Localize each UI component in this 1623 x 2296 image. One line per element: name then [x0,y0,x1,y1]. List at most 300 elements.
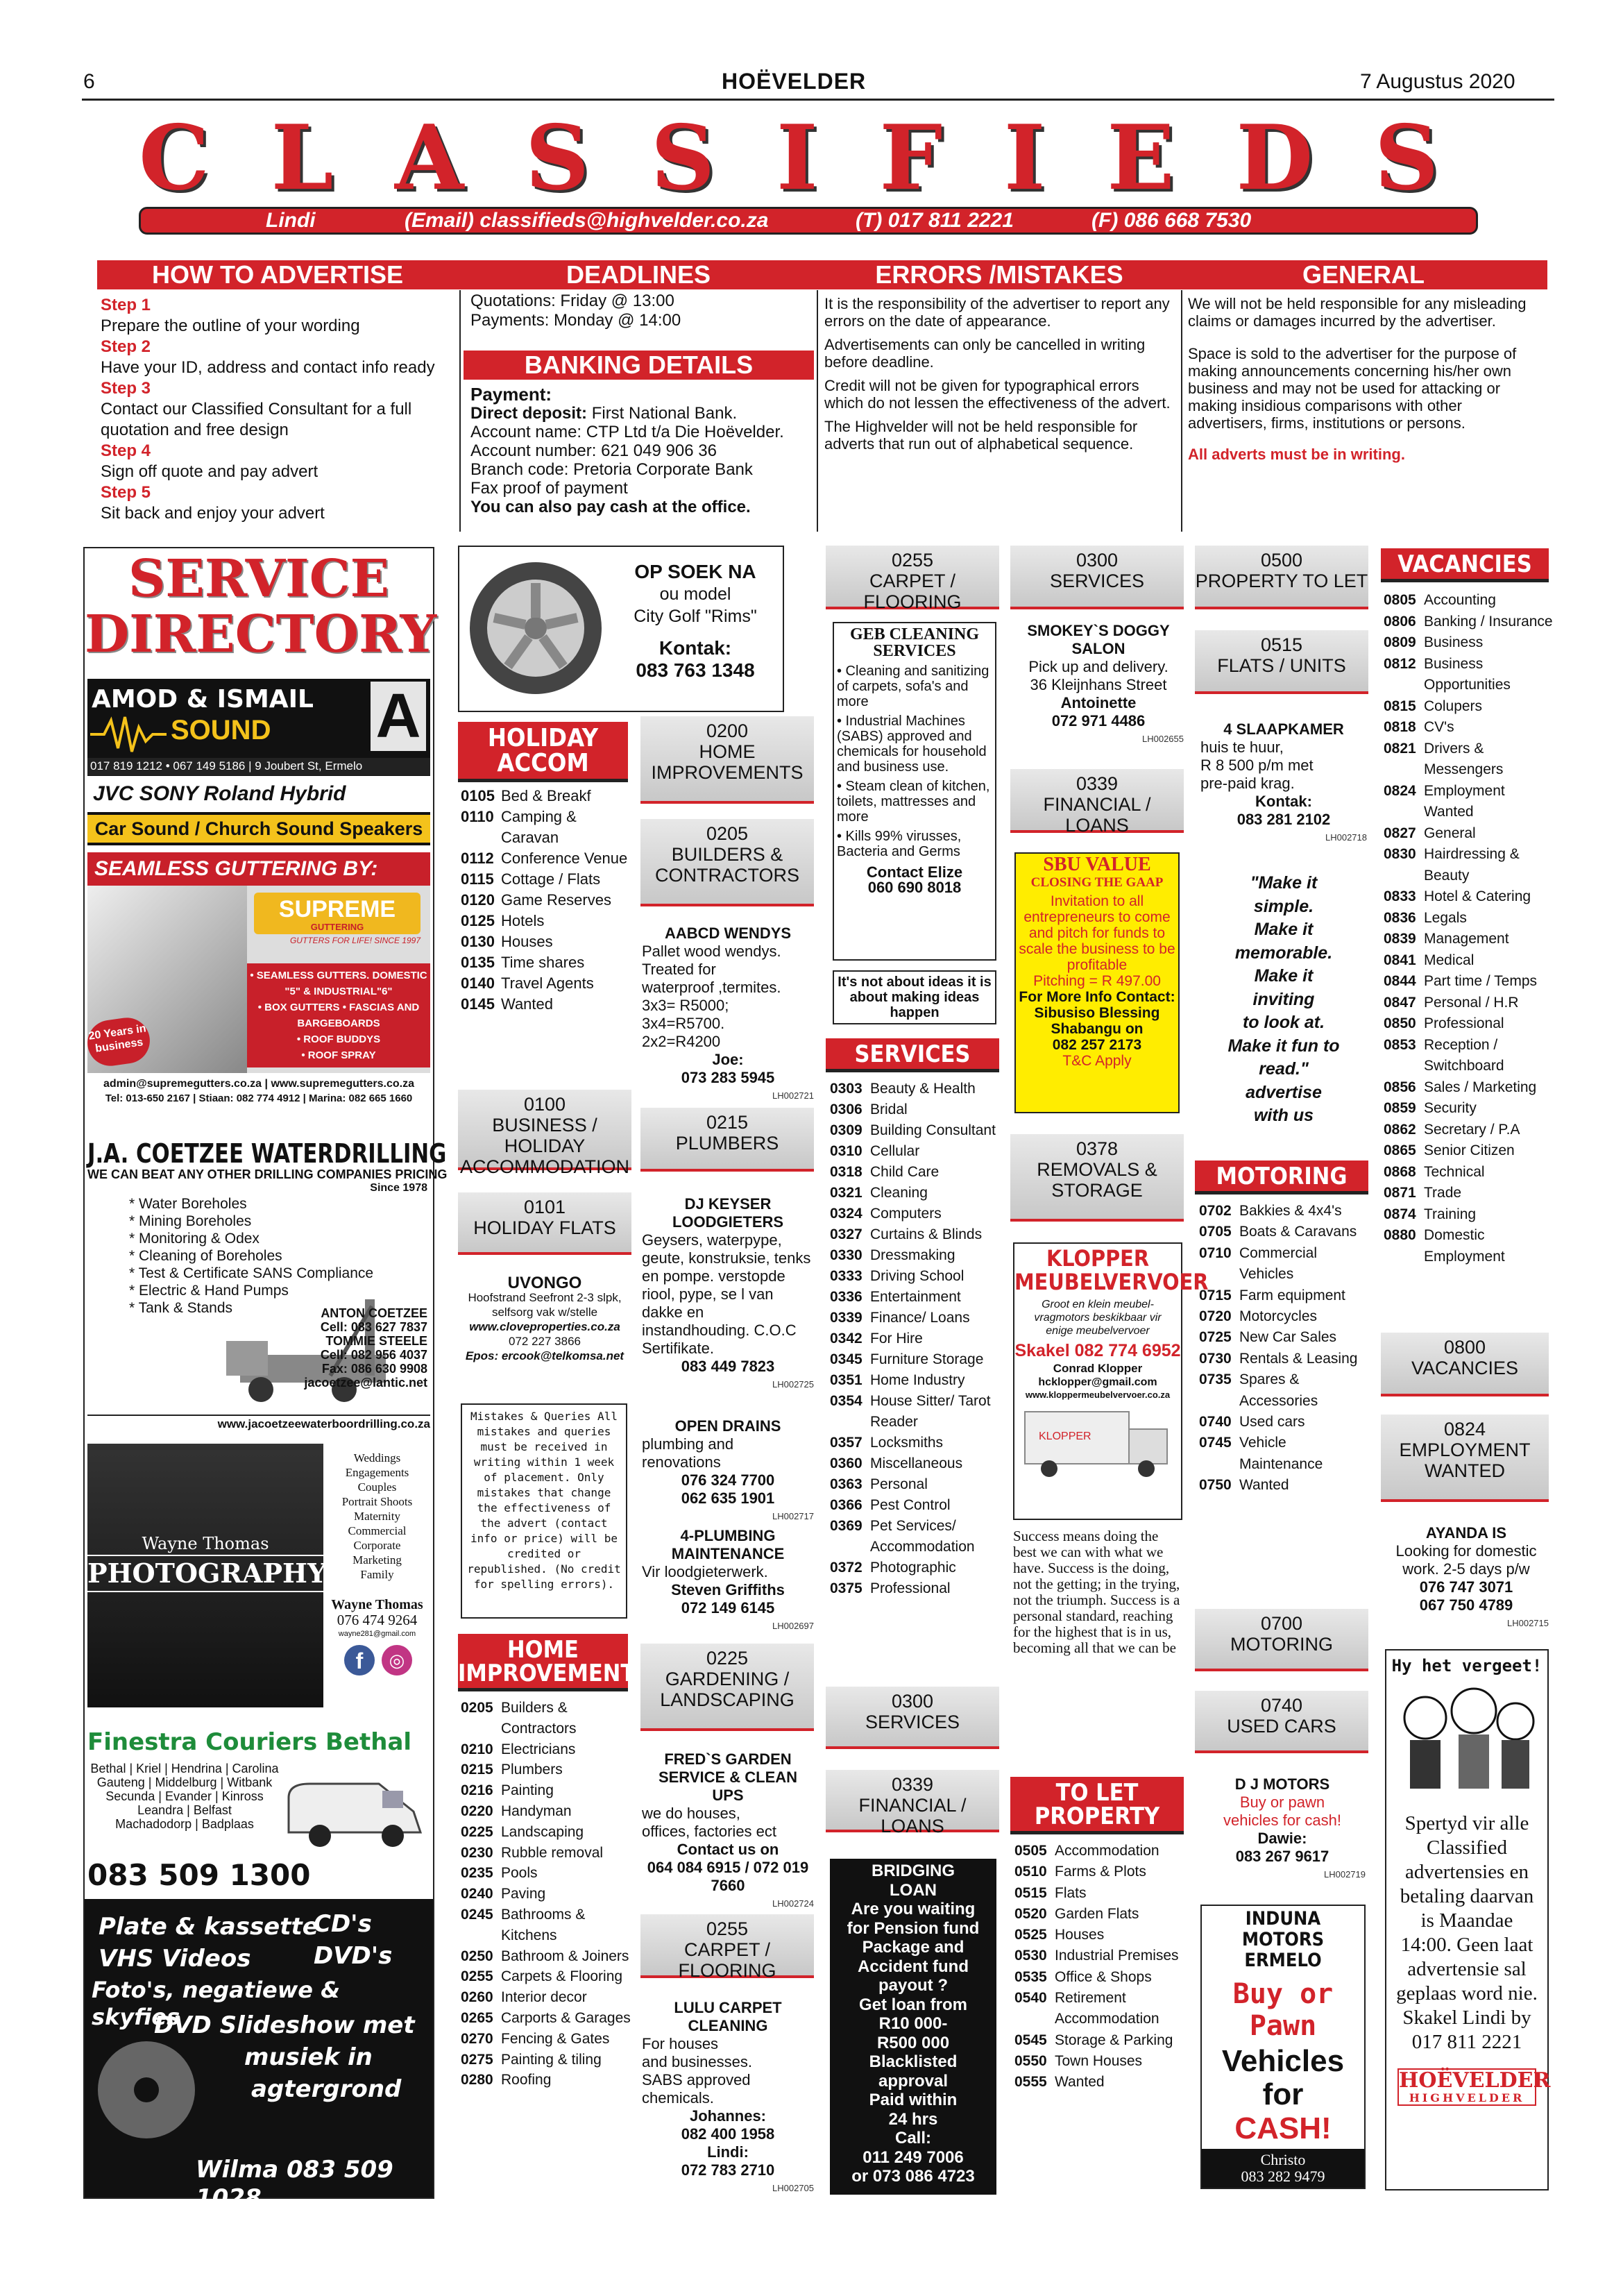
services-code: 0354 [830,1393,863,1409]
services-item[interactable] [830,1328,1001,1349]
vacancies-item[interactable] [1384,1120,1554,1141]
coetzee-item: * Cleaning of Boreholes [129,1248,282,1264]
home-improvement-label: Fencing & Gates [501,2030,610,2047]
bridging-line: for Pension fund [847,1918,980,1938]
vacancies-item[interactable] [1384,696,1554,718]
to-let-item[interactable] [1014,1925,1185,1945]
finestra-couriers-ad[interactable] [87,1728,430,1895]
klopper-ad[interactable] [1013,1242,1209,1520]
home-improvement-code: 0255 [461,1968,493,1985]
vacancies-item[interactable] [1384,611,1554,633]
home-improvement-item[interactable] [461,2070,634,2091]
vacancies-item[interactable] [1384,908,1554,929]
services-code: 0339 [830,1310,863,1326]
bridging-line: Get loan from [858,1995,967,2014]
home-improvement-item[interactable] [461,1966,634,1987]
vacancies-label: CV's [1424,719,1454,735]
induna-t1: INDUNA MOTORS [1241,1908,1325,1950]
motoring-item[interactable] [1199,1412,1370,1433]
sbu-more: For More Info Contact: [1019,989,1175,1005]
home-improvement-item[interactable] [461,1863,634,1884]
keyser-text: Geysers, waterpype, geute, konstruksie, tenks en pompe. verstopde riool, pype, se l van dakke en instandhouding. C.O.C Sertifikate. [642,1231,811,1357]
services-item[interactable] [830,1474,1001,1495]
djm-dawie: Dawie: [1257,1830,1307,1847]
gutter-contact-2: Tel: 013-650 2167 | Stiaan: 082 774 4912 | Marina: 082 665 1660 [105,1092,413,1104]
instagram-icon[interactable]: ◎ [382,1645,412,1675]
services-item[interactable] [830,1558,1001,1578]
holiday-item[interactable] [461,973,634,994]
vacancies-item[interactable] [1384,844,1554,886]
home-improvement-item[interactable] [461,1905,634,1946]
services-item[interactable] [830,1370,1001,1391]
deadline-quotations: Quotations: Friday @ 13:00 [470,292,674,310]
motoring-list [1199,1201,1370,1496]
mistakes-queries-box [461,1403,627,1619]
lulu-carpet-ad[interactable] [642,1999,814,2197]
coetzee-contact-4: Cell: 082 956 4037 [320,1348,427,1362]
highvelder-logo: HIGHVELDER [1409,2091,1525,2105]
motoring-code: 0745 [1199,1435,1232,1451]
services-item[interactable] [830,1516,1001,1558]
to-let-code: 0555 [1014,2074,1047,2091]
wayne-photography-ad[interactable] [87,1444,430,1721]
coetzee-contact-1: ANTON COETZEE [321,1306,427,1320]
home-improvement-label: Bathroom & Joiners [501,1948,629,1964]
group-0200 [640,716,814,804]
home-list [461,1698,634,2091]
coetzee-sub: WE CAN BEAT ANY OTHER DRILLING COMPANIES PRICING [87,1167,448,1181]
services-item[interactable] [830,1391,1001,1433]
motoring-code: 0740 [1199,1414,1232,1430]
home-improvement-code: 0220 [461,1803,493,1819]
group-0205-title: BUILDERS & CONTRACTORS [654,844,799,886]
group-0200-title: HOME IMPROVEMENTS [651,741,804,783]
vacancies-list [1384,590,1554,1267]
services-code: 0351 [830,1372,863,1388]
aabcd-line: 3x3= R5000; [642,997,729,1014]
home-improvement-item[interactable] [461,1946,634,1967]
deadline-payments: Payments: Monday @ 14:00 [470,311,681,330]
vacancies-code: 0850 [1384,1015,1416,1031]
services-label: Curtains & Blinds [870,1226,983,1242]
holiday-item[interactable] [461,994,634,1015]
op-soek-ad[interactable] [458,546,784,712]
vacancies-title-text: VACANCIES [1397,550,1532,578]
motoring-code: 0702 [1199,1203,1232,1219]
coetzee-item: * Water Boreholes [129,1196,247,1212]
page-number: 6 [83,70,95,93]
motoring-item[interactable] [1199,1327,1370,1348]
banking-fax: Fax proof of payment [470,479,628,498]
coetzee-drilling-ad[interactable] [87,1138,448,1431]
lulu-title: LULU CARPET CLEANING [674,1999,782,2034]
photo-email: wayne281@gmail.com [338,1630,416,1638]
home-improvement-item[interactable] [461,1987,634,2008]
deadlines-title: DEADLINES [566,260,711,289]
fred-l1: we do houses, [642,1805,740,1822]
vacancies-item[interactable] [1384,1183,1554,1204]
uvongo-ad[interactable] [458,1276,631,1363]
motoring-item[interactable] [1199,1222,1370,1242]
vacancies-item[interactable] [1384,654,1554,696]
sbu-title: SBU VALUE [1043,854,1151,875]
services-item[interactable] [830,1204,1001,1224]
holiday-code: 0115 [461,870,494,888]
holiday-item[interactable] [461,931,634,952]
services-code: 0336 [830,1289,863,1305]
coetzee-contact-5: Fax: 086 630 9908 [321,1362,427,1376]
group-0215-title: PLUMBERS [675,1133,779,1154]
vacancies-item[interactable] [1384,950,1554,972]
home-improvement-code: 0215 [461,1762,493,1778]
aabcd-line: 3x4=R5700. [642,1015,725,1032]
services-label: Furniture Storage [870,1351,984,1367]
smokey-phone: 072 971 4486 [1051,712,1146,729]
vacancies-code: 0853 [1384,1036,1416,1053]
home-improvement-code: 0205 [461,1700,493,1716]
holiday-title [458,722,628,782]
vacancies-item[interactable] [1384,1162,1554,1183]
motoring-item[interactable] [1199,1433,1370,1475]
holiday-item[interactable] [461,786,634,807]
keyser-ref: LH002725 [772,1379,814,1390]
services-item[interactable] [830,1266,1001,1287]
bridging-line: 011 249 7006 [863,2147,964,2167]
vacancies-label: Accounting [1424,592,1496,608]
home-improvement-item[interactable] [461,2008,634,2029]
services-item[interactable] [830,1308,1001,1328]
services-item[interactable] [830,1453,1001,1474]
motoring-item[interactable] [1199,1306,1370,1327]
to-let-label: Farms & Plots [1055,1864,1146,1880]
services-item[interactable] [830,1349,1001,1370]
services-label: Pest Control [870,1497,951,1513]
group-0255 [640,1914,814,1981]
lulu-phone-1: 082 400 1958 [681,2125,775,2143]
motoring-item[interactable] [1199,1285,1370,1306]
photo-type: Marketing [352,1553,402,1567]
to-let-item[interactable] [1014,1841,1185,1862]
induna-b2: Pawn [1249,2010,1317,2042]
home-improvement-title [458,1634,636,1691]
services-item[interactable] [830,1099,1001,1120]
how-step-label: Step 1 [101,296,151,314]
group-0740-title: USED CARS [1227,1716,1336,1737]
services-item[interactable] [830,1433,1001,1453]
wilma-l2: VHS Videos [99,1945,251,1973]
to-let-item[interactable] [1014,2030,1185,2051]
ayanda-ad[interactable] [1384,1524,1549,1632]
supreme-gutters-ad[interactable] [87,852,430,1109]
aabcd-joe: Joe: [712,1051,744,1068]
wilma-signature: Wilma 083 509 1028 [196,2156,393,2213]
sbu-value-ad[interactable] [1014,852,1180,1113]
coetzee-item: * Tank & Stands [129,1300,233,1316]
holiday-item[interactable] [461,890,634,911]
group-0515-code: 0515 [1260,634,1303,655]
to-let-item[interactable] [1014,2072,1185,2093]
general-p3: All adverts must be in writing. [1188,446,1405,463]
bridging-line: Call: [894,2129,931,2147]
sbu-pitch: Pitching = R 497.00 [1033,973,1161,989]
group-0378 [1010,1134,1184,1222]
vacancies-item[interactable] [1384,738,1554,781]
smokey-l1: Pick up and delivery. [1028,658,1169,675]
how-step-text: Sign off quote and pay advert [101,462,318,481]
slaap-l3: pre-paid krag. [1200,775,1295,792]
banner-fax: (F) 086 668 7530 [1091,209,1252,232]
motoring-item[interactable] [1199,1243,1370,1285]
photo-types [327,1451,427,1582]
aabcd-line: 2x2=R4200 [642,1033,721,1050]
klopper-name: Conrad Klopper [1053,1361,1143,1375]
to-let-item[interactable] [1014,1904,1185,1925]
motoring-label: Farm equipment [1239,1287,1345,1303]
quote-line: with us [1253,1106,1314,1125]
coetzee-web: www.jacoetzeewaterboordrilling.co.za [87,1415,430,1432]
home-improvement-item[interactable] [461,1698,634,1739]
services-item[interactable] [830,1162,1001,1183]
quote-line: inviting [1252,989,1315,1009]
to-let-item[interactable] [1014,1988,1185,2030]
to-let-item[interactable] [1014,1862,1185,1882]
motoring-item[interactable] [1199,1349,1370,1369]
services-item[interactable] [830,1287,1001,1308]
vacancies-label: Professional [1424,1015,1504,1031]
plumb4-title: 4-PLUMBING MAINTENANCE [671,1527,785,1562]
car-rim-icon [466,555,605,701]
services-item[interactable] [830,1495,1001,1516]
photo-word: PHOTOGRAPHY [87,1555,323,1592]
vacancies-item[interactable] [1384,1140,1554,1162]
vacancies-item[interactable] [1384,632,1554,654]
aabcd-ad[interactable] [642,925,814,1105]
induna-motors-ad[interactable] [1200,1905,1366,2189]
services-code: 0330 [830,1247,863,1263]
motoring-code: 0730 [1199,1350,1232,1367]
home-improvement-item[interactable] [461,1884,634,1905]
home-improvement-item[interactable] [461,1801,634,1822]
group-0205-code: 0205 [706,823,749,844]
dj-motors-ad[interactable] [1199,1775,1366,1884]
services-item[interactable] [830,1183,1001,1204]
services-label: Finance/ Loans [870,1310,970,1326]
holiday-item[interactable] [461,869,634,890]
vacancies-label: Hotel & Catering [1424,888,1531,904]
cartoon-kids-icon [1391,1676,1543,1801]
gutter-item: • SEAMLESS GUTTERS. DOMESTIC [250,970,427,981]
vacancies-item[interactable] [1384,1077,1554,1099]
to-let-item[interactable] [1014,1883,1185,1904]
motoring-label: Commercial Vehicles [1239,1244,1318,1283]
keyser-ad[interactable] [642,1195,814,1394]
services-item[interactable] [830,1245,1001,1266]
facebook-icon[interactable]: f [344,1645,375,1675]
to-let-item[interactable] [1014,2051,1185,2072]
soek-title: OP SOEK NA [634,561,756,582]
home-improvement-item[interactable] [461,1780,634,1801]
lulu-l2: and businesses. [642,2053,752,2070]
general-title: GENERAL [1302,260,1425,289]
uvongo-phone: 072 227 3866 [509,1335,581,1348]
banner-title: C L A S S I F I E D S [139,117,1454,200]
bridging-loan-ad[interactable] [830,1859,996,2195]
geb-cleaning-ad[interactable] [833,622,996,961]
uvongo-web[interactable]: www.cloveproperties.co.za [469,1320,620,1333]
vacancies-label: Colupers [1424,698,1483,714]
4-plumbing-ad[interactable] [642,1527,814,1635]
finestra-town: Secunda | Evander | Kinross [105,1789,264,1803]
slaapkamer-ad[interactable] [1200,720,1367,847]
lulu-lindi: Lindi: [707,2143,749,2161]
motoring-item[interactable] [1199,1201,1370,1222]
page-date: 7 Augustus 2020 [1360,70,1515,93]
motoring-title [1195,1160,1368,1195]
home-improvement-item[interactable] [461,2050,634,2070]
home-improvement-item[interactable] [461,1759,634,1780]
group-0700 [1195,1609,1368,1671]
group-0800 [1381,1333,1549,1396]
how-step-text: Sit back and enjoy your advert [101,504,325,523]
wilma-l4: DVD Slideshow met [154,2011,415,2039]
holiday-label: Hotels [501,912,545,929]
sbu-tc: T&C Apply [1062,1053,1132,1069]
vacancies-code: 0805 [1384,592,1416,608]
holiday-label: Time shares [501,954,585,971]
geb-title: GEB CLEANING SERVICES [849,625,980,660]
ayanda-title: AYANDA IS [1425,1524,1507,1542]
services-code: 0342 [830,1331,863,1347]
motoring-item[interactable] [1199,1369,1370,1412]
open-drains-ad[interactable] [642,1417,814,1526]
djm-l1: Buy or pawn [1239,1793,1325,1811]
services-item[interactable] [830,1224,1001,1245]
group-0225 [640,1644,814,1731]
vacancies-code: 0880 [1384,1227,1416,1243]
vacancies-item[interactable] [1384,1035,1554,1077]
services-label: Cleaning [870,1185,928,1201]
directory-title-1: SERVICE [128,549,390,609]
holiday-item[interactable] [461,807,634,848]
plumb4-ref: LH002697 [772,1621,814,1631]
holiday-code: 0145 [461,995,495,1013]
motoring-code: 0705 [1199,1224,1232,1240]
to-let-item[interactable] [1014,1967,1185,1988]
vacancies-label: Domestic Employment [1424,1227,1505,1265]
group-0339-c5 [1010,769,1184,836]
vacancies-item[interactable] [1384,1204,1554,1226]
home-improvement-item[interactable] [461,1822,634,1843]
holiday-code: 0120 [461,891,495,909]
group-0339 [826,1770,999,1837]
to-let-code: 0540 [1014,1990,1047,2007]
motoring-code: 0750 [1199,1477,1232,1494]
errors-p3: Credit will not be given for typographical errors which do not lessen the effectiveness of the advert. [824,377,1171,412]
services-label: Photographic [870,1560,956,1576]
services-item[interactable] [830,1120,1001,1141]
quote-line: simple. [1253,896,1314,916]
services-item[interactable] [830,1079,1001,1099]
vacancies-item[interactable] [1384,971,1554,993]
home-improvement-item[interactable] [461,1843,634,1864]
home-improvement-item[interactable] [461,2029,634,2050]
freds-garden-ad[interactable] [642,1750,814,1913]
services-code: 0306 [830,1101,863,1117]
induna-name: Christo [1260,2151,1306,2168]
vacancies-item[interactable] [1384,590,1554,611]
holiday-item[interactable] [461,952,634,973]
smokey-name: Antoinette [1060,694,1137,711]
vacancies-item[interactable] [1384,781,1554,823]
smokey-salon-ad[interactable] [1013,622,1184,748]
group-0100-title: BUSINESS / HOLIDAY ACCOMMODATION [460,1115,629,1177]
to-let-code: 0515 [1014,1884,1047,1901]
motoring-item[interactable] [1199,1475,1370,1496]
wilma-video-ad[interactable] [85,1899,433,2213]
vacancies-code: 0844 [1384,973,1416,989]
motoring-label: Boats & Caravans [1239,1224,1357,1240]
vacancies-item[interactable] [1384,1098,1554,1120]
uvongo-title: UVONGO [507,1274,582,1292]
home-improvement-code: 0210 [461,1741,493,1757]
banking-cash: You can also pay cash at the office. [470,498,751,516]
uvongo-l1: Hoofstrand Seefront 2-3 slpk, selfsorg vak w/stelle [468,1291,622,1319]
banner-email[interactable]: (Email) classifieds@highvelder.co.za [405,209,769,232]
to-let-item[interactable] [1014,1945,1185,1966]
home-improvement-label: Bathrooms & Kitchens [501,1906,586,1943]
vacancies-item[interactable] [1384,929,1554,950]
vacancies-item[interactable] [1384,823,1554,845]
holiday-item[interactable] [461,911,634,931]
group-0255-code: 0255 [706,1918,749,1939]
holiday-item[interactable] [461,848,634,869]
photo-type: Engagements [345,1466,409,1479]
home-improvement-label: Electricians [501,1741,576,1757]
vacancies-label: Drivers & Messengers [1424,740,1504,777]
vacancies-code: 0809 [1384,634,1416,650]
mistakes-queries-text: Mistakes & Queries All mistakes and queries must be received in writing within 1 week of placement. Only mistakes that change the effectiveness of the advert (contact info or price) will be credited or republished. (No credit for spelling errors). [467,1410,621,1591]
to-let-label: Flats [1055,1884,1087,1901]
vacancies-item[interactable] [1384,717,1554,738]
success-quote [1013,1528,1184,1656]
banking-deposit: First National Bank. [587,404,738,423]
klopper-email: hcklopper@gmail.com [1038,1376,1157,1389]
how-step-text: Contact our Classified Consultant for a full quotation and free design [101,400,412,439]
drains-phone-2: 062 635 1901 [681,1489,775,1507]
how-step-label: Step 4 [101,441,151,460]
lulu-l4: chemicals. [642,2089,714,2107]
vacancies-label: Reception / Switchboard [1424,1036,1504,1074]
vacancies-item[interactable] [1384,1225,1554,1267]
vacancies-item[interactable] [1384,1013,1554,1035]
gutter-title: SEAMLESS GUTTERING BY: [87,852,430,886]
group-0800-code: 0800 [1443,1337,1486,1358]
wilma-l6: agtergrond [251,2075,402,2103]
vacancies-item[interactable] [1384,886,1554,908]
vacancies-item[interactable] [1384,993,1554,1014]
services-item[interactable] [830,1578,1001,1599]
services-item[interactable] [830,1141,1001,1162]
bridging-line: BRIDGING [872,1862,955,1880]
home-improvement-item[interactable] [461,1739,634,1760]
services-label: Miscellaneous [870,1455,963,1471]
amod-ismail-ad[interactable] [87,679,430,845]
slaap-kontak: Kontak: [1255,793,1312,810]
services-code: 0309 [830,1122,863,1138]
services-label: Beauty & Health [870,1081,976,1097]
group-0225-code: 0225 [706,1648,749,1669]
gutter-contact-1: admin@supremegutters.co.za | www.supremegutters.co.za [103,1078,415,1090]
